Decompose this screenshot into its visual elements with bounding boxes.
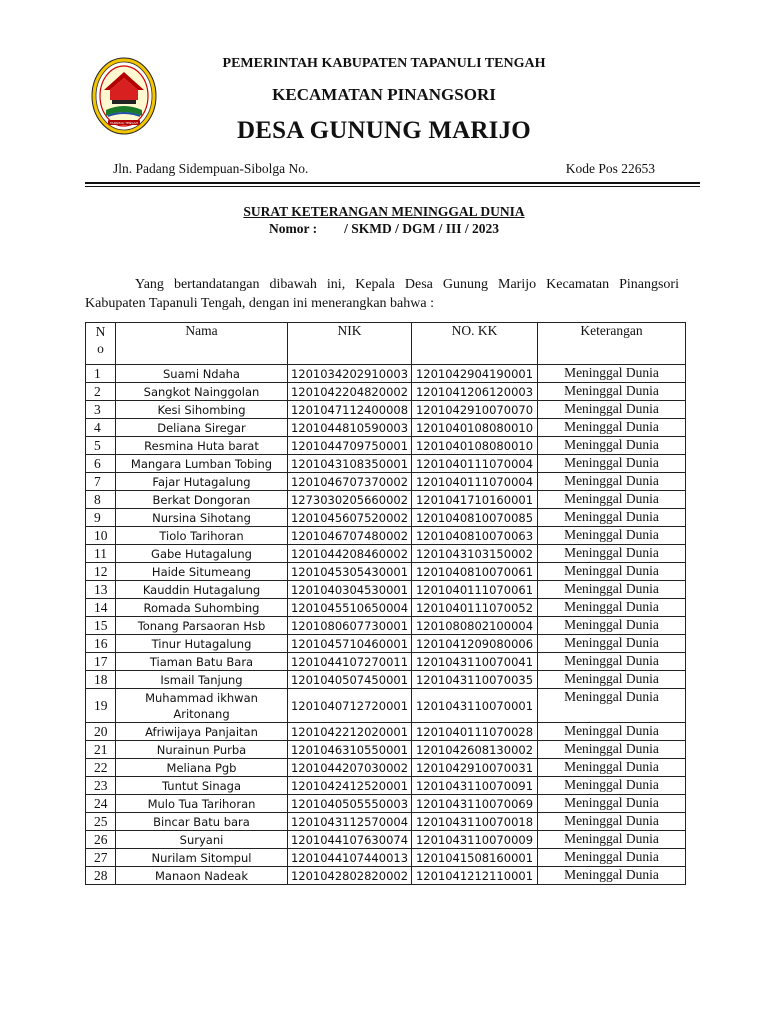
table-row: [86, 473, 686, 491]
row-nik: 1201040505550003: [288, 795, 412, 813]
table-row: [86, 617, 686, 635]
address: Jln. Padang Sidempuan-Sibolga No.: [113, 161, 309, 176]
row-nik: 1201044107440013: [288, 849, 412, 867]
row-nik: 1201042204820002: [288, 383, 412, 401]
row-number: 22: [86, 759, 116, 777]
row-nik: 1201046707370002: [288, 473, 412, 491]
table-row: [86, 563, 686, 581]
row-keterangan: Meninggal Dunia: [538, 795, 686, 813]
row-keterangan: Meninggal Dunia: [538, 473, 686, 491]
row-name: Nurainun Purba: [116, 741, 288, 759]
row-number: 16: [86, 635, 116, 653]
table-row: [86, 527, 686, 545]
row-kk: 1201043110070035: [412, 671, 538, 689]
row-keterangan: Meninggal Dunia: [538, 599, 686, 617]
table-header-row: [86, 323, 686, 365]
row-kk: 1201041209080006: [412, 635, 538, 653]
row-name: Kesi Sihombing: [116, 401, 288, 419]
emblem-label: TAPANULI TENGAH: [110, 121, 138, 125]
row-name: Fajar Hutagalung: [116, 473, 288, 491]
row-name: Muhammad ikhwan Aritonang: [116, 689, 288, 723]
row-keterangan: Meninggal Dunia: [538, 723, 686, 741]
row-nik: 1201042212020001: [288, 723, 412, 741]
row-kk: 1201040111070004: [412, 455, 538, 473]
row-nik: 1201040712720001: [288, 689, 412, 723]
district-line: KECAMATAN PINANGSORI: [272, 85, 496, 104]
table-row: [86, 365, 686, 383]
row-keterangan: Meninggal Dunia: [538, 635, 686, 653]
row-kk: 1201040108080010: [412, 419, 538, 437]
row-nik: 1201042802820002: [288, 867, 412, 885]
row-kk: 1201042910070070: [412, 401, 538, 419]
table-row: [86, 545, 686, 563]
row-kk: 1201040111070052: [412, 599, 538, 617]
row-keterangan: Meninggal Dunia: [538, 689, 686, 723]
row-keterangan: Meninggal Dunia: [538, 455, 686, 473]
row-name: Kauddin Hutagalung: [116, 581, 288, 599]
row-nik: 1201040507450001: [288, 671, 412, 689]
row-name: Suami Ndaha: [116, 365, 288, 383]
row-kk: 1201041206120003: [412, 383, 538, 401]
row-number: 4: [86, 419, 116, 437]
row-name: Nursina Sihotang: [116, 509, 288, 527]
row-name: Gabe Hutagalung: [116, 545, 288, 563]
header-divider-thick: [85, 182, 700, 184]
row-kk: 1201040111070061: [412, 581, 538, 599]
header-divider-thin: [85, 186, 700, 187]
row-keterangan: Meninggal Dunia: [538, 777, 686, 795]
row-kk: 1201042910070031: [412, 759, 538, 777]
row-kk: 1201043110070069: [412, 795, 538, 813]
row-kk: 1201040810070085: [412, 509, 538, 527]
table-row: [86, 509, 686, 527]
row-number: 20: [86, 723, 116, 741]
table-row: [86, 437, 686, 455]
table-row: [86, 455, 686, 473]
header-nama: Nama: [116, 323, 288, 365]
row-nik: 1201040304530001: [288, 581, 412, 599]
row-nik: 1201045710460001: [288, 635, 412, 653]
village-name: DESA GUNUNG MARIJO: [237, 117, 531, 144]
postal-code: Kode Pos 22653: [565, 161, 655, 176]
row-name: Sangkot Nainggolan: [116, 383, 288, 401]
row-number: 3: [86, 401, 116, 419]
row-nik: 1201045607520002: [288, 509, 412, 527]
row-kk: 1201043110070041: [412, 653, 538, 671]
row-nik: 1201044207030002: [288, 759, 412, 777]
row-keterangan: Meninggal Dunia: [538, 653, 686, 671]
row-number: 13: [86, 581, 116, 599]
table-row: [86, 599, 686, 617]
row-nik: 1201045510650004: [288, 599, 412, 617]
row-keterangan: Meninggal Dunia: [538, 509, 686, 527]
row-name: Bincar Batu bara: [116, 813, 288, 831]
row-name: Tonang Parsaoran Hsb: [116, 617, 288, 635]
row-nik: 1273030205660002: [288, 491, 412, 509]
table-row: [86, 813, 686, 831]
row-number: 26: [86, 831, 116, 849]
row-nik: 1201080607730001: [288, 617, 412, 635]
table-row: [86, 741, 686, 759]
row-keterangan: Meninggal Dunia: [538, 365, 686, 383]
row-nik: 1201043108350001: [288, 455, 412, 473]
row-name: Tiolo Tarihoran: [116, 527, 288, 545]
row-nik: 1201044810590003: [288, 419, 412, 437]
row-kk: 1201042904190001: [412, 365, 538, 383]
row-number: 27: [86, 849, 116, 867]
header-no-line1: N: [95, 324, 106, 339]
table-row: [86, 671, 686, 689]
row-kk: 1201043110070018: [412, 813, 538, 831]
table-row: [86, 383, 686, 401]
table-row: [86, 653, 686, 671]
row-name: Mulo Tua Tarihoran: [116, 795, 288, 813]
row-kk: 1201042608130002: [412, 741, 538, 759]
row-kk: 1201040810070063: [412, 527, 538, 545]
row-kk: 1201040108080010: [412, 437, 538, 455]
row-keterangan: Meninggal Dunia: [538, 867, 686, 885]
row-name: Berkat Dongoran: [116, 491, 288, 509]
row-nik: 1201044107270011: [288, 653, 412, 671]
table-row: [86, 849, 686, 867]
row-keterangan: Meninggal Dunia: [538, 581, 686, 599]
row-number: 24: [86, 795, 116, 813]
row-number: 6: [86, 455, 116, 473]
row-nik: 1201046310550001: [288, 741, 412, 759]
row-kk: 1201041710160001: [412, 491, 538, 509]
table-row: [86, 795, 686, 813]
table-row: [86, 689, 686, 723]
table-row: [86, 777, 686, 795]
row-name: Meliana Pgb: [116, 759, 288, 777]
letter-number: Nomor : / SKMD / DGM / III / 2023: [269, 221, 499, 236]
row-nik: 1201045305430001: [288, 563, 412, 581]
row-name: Suryani: [116, 831, 288, 849]
table-row: [86, 491, 686, 509]
header-kk: NO. KK: [412, 323, 538, 365]
row-number: 17: [86, 653, 116, 671]
row-keterangan: Meninggal Dunia: [538, 617, 686, 635]
table-row: [86, 401, 686, 419]
row-number: 1: [86, 365, 116, 383]
row-name: Tuntut Sinaga: [116, 777, 288, 795]
intro-paragraph: Yang bertandatangan dibawah ini, Kepala Desa Gunung Marijo Kecamatan Pinangsori Kabupaten Tapanuli Tengah, dengan ini menerangkan bahwa :: [85, 277, 679, 311]
row-kk: 1201080802100004: [412, 617, 538, 635]
row-nik: 1201034202910003: [288, 365, 412, 383]
table-row: [86, 867, 686, 885]
row-nik: 1201046707480002: [288, 527, 412, 545]
deceased-table: [85, 322, 686, 885]
row-number: 7: [86, 473, 116, 491]
row-kk: 1201041212110001: [412, 867, 538, 885]
row-kk: 1201040810070061: [412, 563, 538, 581]
row-keterangan: Meninggal Dunia: [538, 671, 686, 689]
header-no: [86, 323, 116, 365]
row-keterangan: Meninggal Dunia: [538, 759, 686, 777]
government-line: PEMERINTAH KABUPATEN TAPANULI TENGAH: [222, 56, 546, 71]
table-body: [86, 365, 686, 885]
letter-title: SURAT KETERANGAN MENINGGAL DUNIA: [243, 204, 525, 219]
row-keterangan: Meninggal Dunia: [538, 383, 686, 401]
table-row: [86, 831, 686, 849]
row-kk: 1201040111070004: [412, 473, 538, 491]
row-number: 12: [86, 563, 116, 581]
row-keterangan: Meninggal Dunia: [538, 831, 686, 849]
row-keterangan: Meninggal Dunia: [538, 849, 686, 867]
row-keterangan: Meninggal Dunia: [538, 437, 686, 455]
row-kk: 1201040111070028: [412, 723, 538, 741]
row-name: Mangara Lumban Tobing: [116, 455, 288, 473]
table-row: [86, 581, 686, 599]
row-number: 8: [86, 491, 116, 509]
row-number: 9: [86, 509, 116, 527]
row-keterangan: Meninggal Dunia: [538, 527, 686, 545]
row-name: Haide Situmeang: [116, 563, 288, 581]
row-name: Deliana Siregar: [116, 419, 288, 437]
row-keterangan: Meninggal Dunia: [538, 401, 686, 419]
row-keterangan: Meninggal Dunia: [538, 419, 686, 437]
row-name: Tinur Hutagalung: [116, 635, 288, 653]
row-kk: 1201043110070009: [412, 831, 538, 849]
row-name: Romada Suhombing: [116, 599, 288, 617]
row-kk: 1201043110070001: [412, 689, 538, 723]
header-keterangan: Keterangan: [538, 323, 686, 365]
row-keterangan: Meninggal Dunia: [538, 813, 686, 831]
row-name: Ismail Tanjung: [116, 671, 288, 689]
row-keterangan: Meninggal Dunia: [538, 545, 686, 563]
row-keterangan: Meninggal Dunia: [538, 741, 686, 759]
row-nik: 1201044107630074: [288, 831, 412, 849]
row-nik: 1201044208460002: [288, 545, 412, 563]
row-keterangan: Meninggal Dunia: [538, 563, 686, 581]
row-name: Nurilam Sitompul: [116, 849, 288, 867]
row-number: 23: [86, 777, 116, 795]
header-nik: NIK: [288, 323, 412, 365]
row-nik: 1201043112570004: [288, 813, 412, 831]
table-row: [86, 759, 686, 777]
row-nik: 1201044709750001: [288, 437, 412, 455]
row-number: 5: [86, 437, 116, 455]
row-number: 2: [86, 383, 116, 401]
row-number: 18: [86, 671, 116, 689]
row-kk: 1201041508160001: [412, 849, 538, 867]
row-nik: 1201047112400008: [288, 401, 412, 419]
row-number: 21: [86, 741, 116, 759]
table-row: [86, 723, 686, 741]
row-number: 19: [86, 689, 116, 723]
row-keterangan: Meninggal Dunia: [538, 491, 686, 509]
row-name: Tiaman Batu Bara: [116, 653, 288, 671]
row-kk: 1201043103150002: [412, 545, 538, 563]
row-number: 11: [86, 545, 116, 563]
row-number: 15: [86, 617, 116, 635]
row-number: 10: [86, 527, 116, 545]
row-nik: 1201042412520001: [288, 777, 412, 795]
row-name: Resmina Huta barat: [116, 437, 288, 455]
row-name: Afriwijaya Panjaitan: [116, 723, 288, 741]
table-row: [86, 419, 686, 437]
row-name: Manaon Nadeak: [116, 867, 288, 885]
header-no-line2: o: [97, 341, 104, 356]
row-number: 14: [86, 599, 116, 617]
row-number: 28: [86, 867, 116, 885]
table-row: [86, 635, 686, 653]
row-kk: 1201043110070091: [412, 777, 538, 795]
row-number: 25: [86, 813, 116, 831]
